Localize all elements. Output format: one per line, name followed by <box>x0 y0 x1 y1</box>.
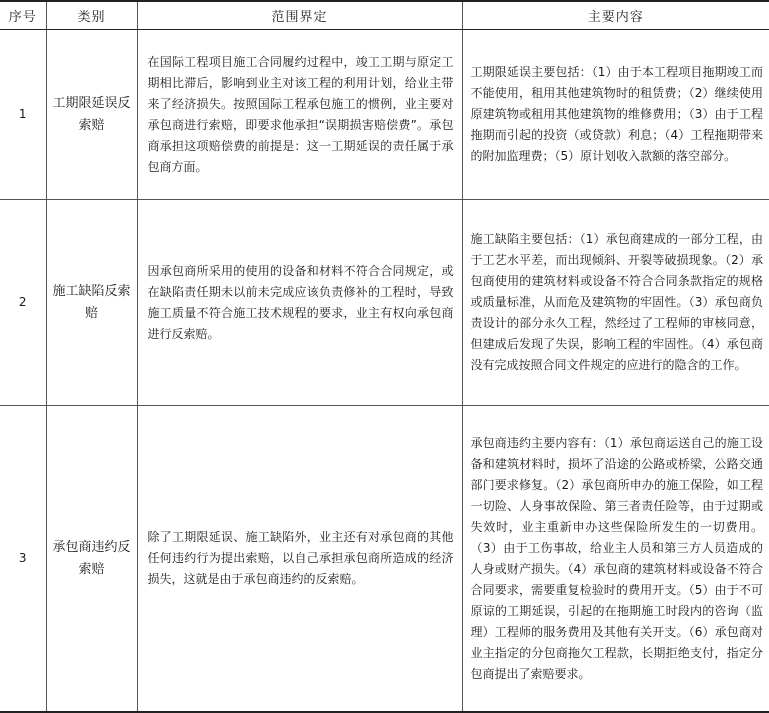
row-content: 工期限延误主要包括：（1）由于本工程项目拖期竣工而不能使用，租用其他建筑物时的租赁费；（2）继续使用原建筑物或租用其他建筑物的维修费用；（3）由于工程拖期而引起的投资（或贷款）利息；（4）工程拖期带来的附加监理费；（5）原计划收入款额的落空部分。 <box>470 65 763 163</box>
header-content: 主要内容 <box>462 1 769 30</box>
row-category: 施工缺陷反索赔 <box>46 200 137 406</box>
header-row <box>0 1 769 30</box>
row-scope: 因承包商所采用的使用的设备和材料不符合合同规定，或在缺陷责任期未以前未完成应该负责修补的工程时，导致施工质量不符合施工技术规程的要求，业主有权向承包商进行反索赔。 <box>147 263 454 341</box>
header-no: 序号 <box>0 1 46 30</box>
header-category: 类别 <box>46 1 137 30</box>
row-content: 承包商违约主要内容有：（1）承包商运送自己的施工设备和建筑材料时，损坏了沿途的公路或桥梁，公路交通部门要求修复。（2）承包商所申办的施工保险，如工程一切险、人身事故保险、第三者责任险等，由于过期或失效时，业主重新申办这些保险所发生的一切费用。（3）由于工伤事故，给业主人员和第三方人员造成的人身或财产损失。（4）承包商的建筑材料或设备不符合合同要求，需要重复检验时的费用开支。（5）由于不可原谅的工期延误，引起的在拖期施工时段内的咨询（监理）工程师的服务费用及其他有关开支。（6）承包商对业主指定的分包商拖欠工程款，长期拒绝支付，指定分包商提出了索赔要求。 <box>470 435 763 681</box>
table-row <box>0 200 769 406</box>
row-scope: 除了工期限延误、施工缺陷外，业主还有对承包商的其他任何违约行为提出索赔，以自己承担承包商所造成的经济损失，这就是由于承包商违约的反索赔。 <box>147 530 454 586</box>
table-row <box>0 406 769 713</box>
row-category: 承包商违约反索赔 <box>46 406 137 713</box>
header-scope: 范围界定 <box>137 1 462 30</box>
row-number: 2 <box>0 200 46 406</box>
row-scope: 在国际工程项目施工合同履约过程中，竣工工期与原定工期相比滞后，影响到业主对该工程的利用计划，给业主带来了经济损失。按照国际工程承包施工的惯例，业主要对承包商进行索赔，即要求他承担“误期损害赔偿费”。承包商承担这项赔偿费的前提是：这一工期延误的责任属于承包商方面。 <box>147 54 454 174</box>
row-number: 1 <box>0 30 46 200</box>
row-number: 3 <box>0 406 46 713</box>
row-category: 工期限延误反索赔 <box>46 30 137 200</box>
row-content: 施工缺陷主要包括：（1）承包商建成的一部分工程，由于工艺水平差，而出现倾斜、开裂等破损现象。（2）承包商使用的建筑材料或设备不符合合同条款指定的规格或质量标准，从而危及建筑物的牢固性。（3）承包商负责设计的部分永久工程，然经过了工程师的审核同意，但建成后发现了失误，影响工程的牢固性。（4）承包商没有完成按照合同文件规定的应进行的隐含的工作。 <box>470 232 763 372</box>
table-row <box>0 30 769 200</box>
